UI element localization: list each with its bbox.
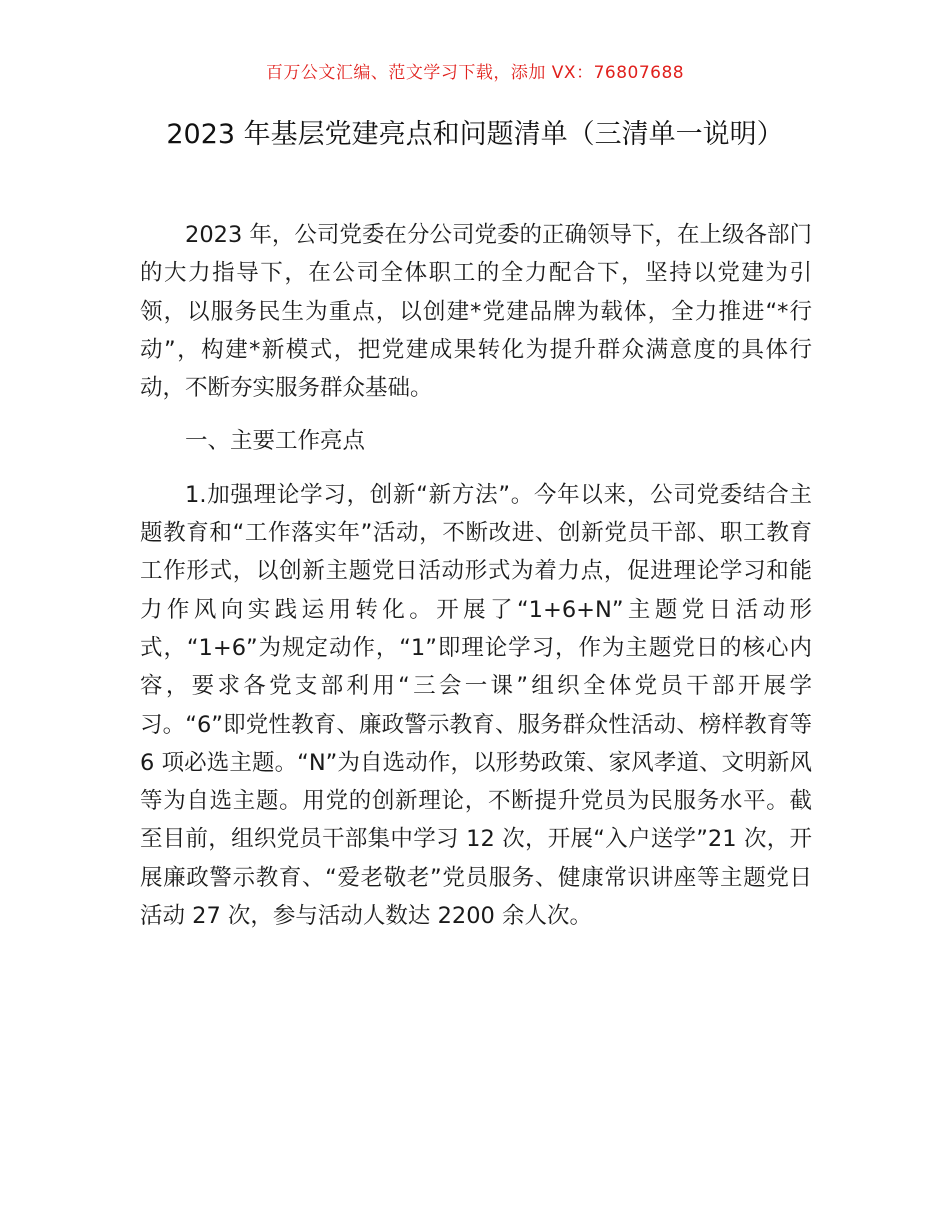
section-paragraph-1: 1.加强理论学习，创新“新方法”。今年以来，公司党委结合主题教育和“工作落实年”活动，不断改进、创新党员干部、职工教育工作形式，以创新主题党日活动形式为着力点，促进理论学习和能力作风向实践运用转化。开展了“1+6+N”主题党日活动形式，“1+6”为规定动作，“1”即理论学习，作为主题党日的核心内容，要求各党支部利用“三会一课”组织全体党员干部开展学习。“6”即党性教育、廉政警示教育、服务群众性活动、榜样教育等 6 项必选主题。“N”为自选动作，以形势政策、家风孝道、文明新风等为自选主题。用党的创新理论，不断提升党员为民服务水平。截至目前，组织党员干部集中学习 12 次，开展“入户送学”21 次，开展廉政警示教育、“爱老敬老”党员服务、健康常识讲座等主题党日活动 27 次，参与活动人数达 2200 余人次。 <box>140 481 812 930</box>
document-body <box>140 216 812 935</box>
intro-paragraph: 2023 年，公司党委在分公司党委的正确领导下，在上级各部门的大力指导下，在公司全体职工的全力配合下，坚持以党建为引领，以服务民生为重点，以创建*党建品牌为载体，全力推进“*行动”，构建*新模式，把党建成果转化为提升群众满意度的具体行动，不断夯实服务群众基础。 <box>140 222 812 402</box>
header-watermark-note: 百万公文汇编、范文学习下载，添加 VX：76807688 <box>265 63 685 83</box>
section-heading: 一、主要工作亮点 <box>185 428 366 455</box>
document-title: 2023 年基层党建亮点和问题清单（三清单一说明） <box>166 119 784 150</box>
